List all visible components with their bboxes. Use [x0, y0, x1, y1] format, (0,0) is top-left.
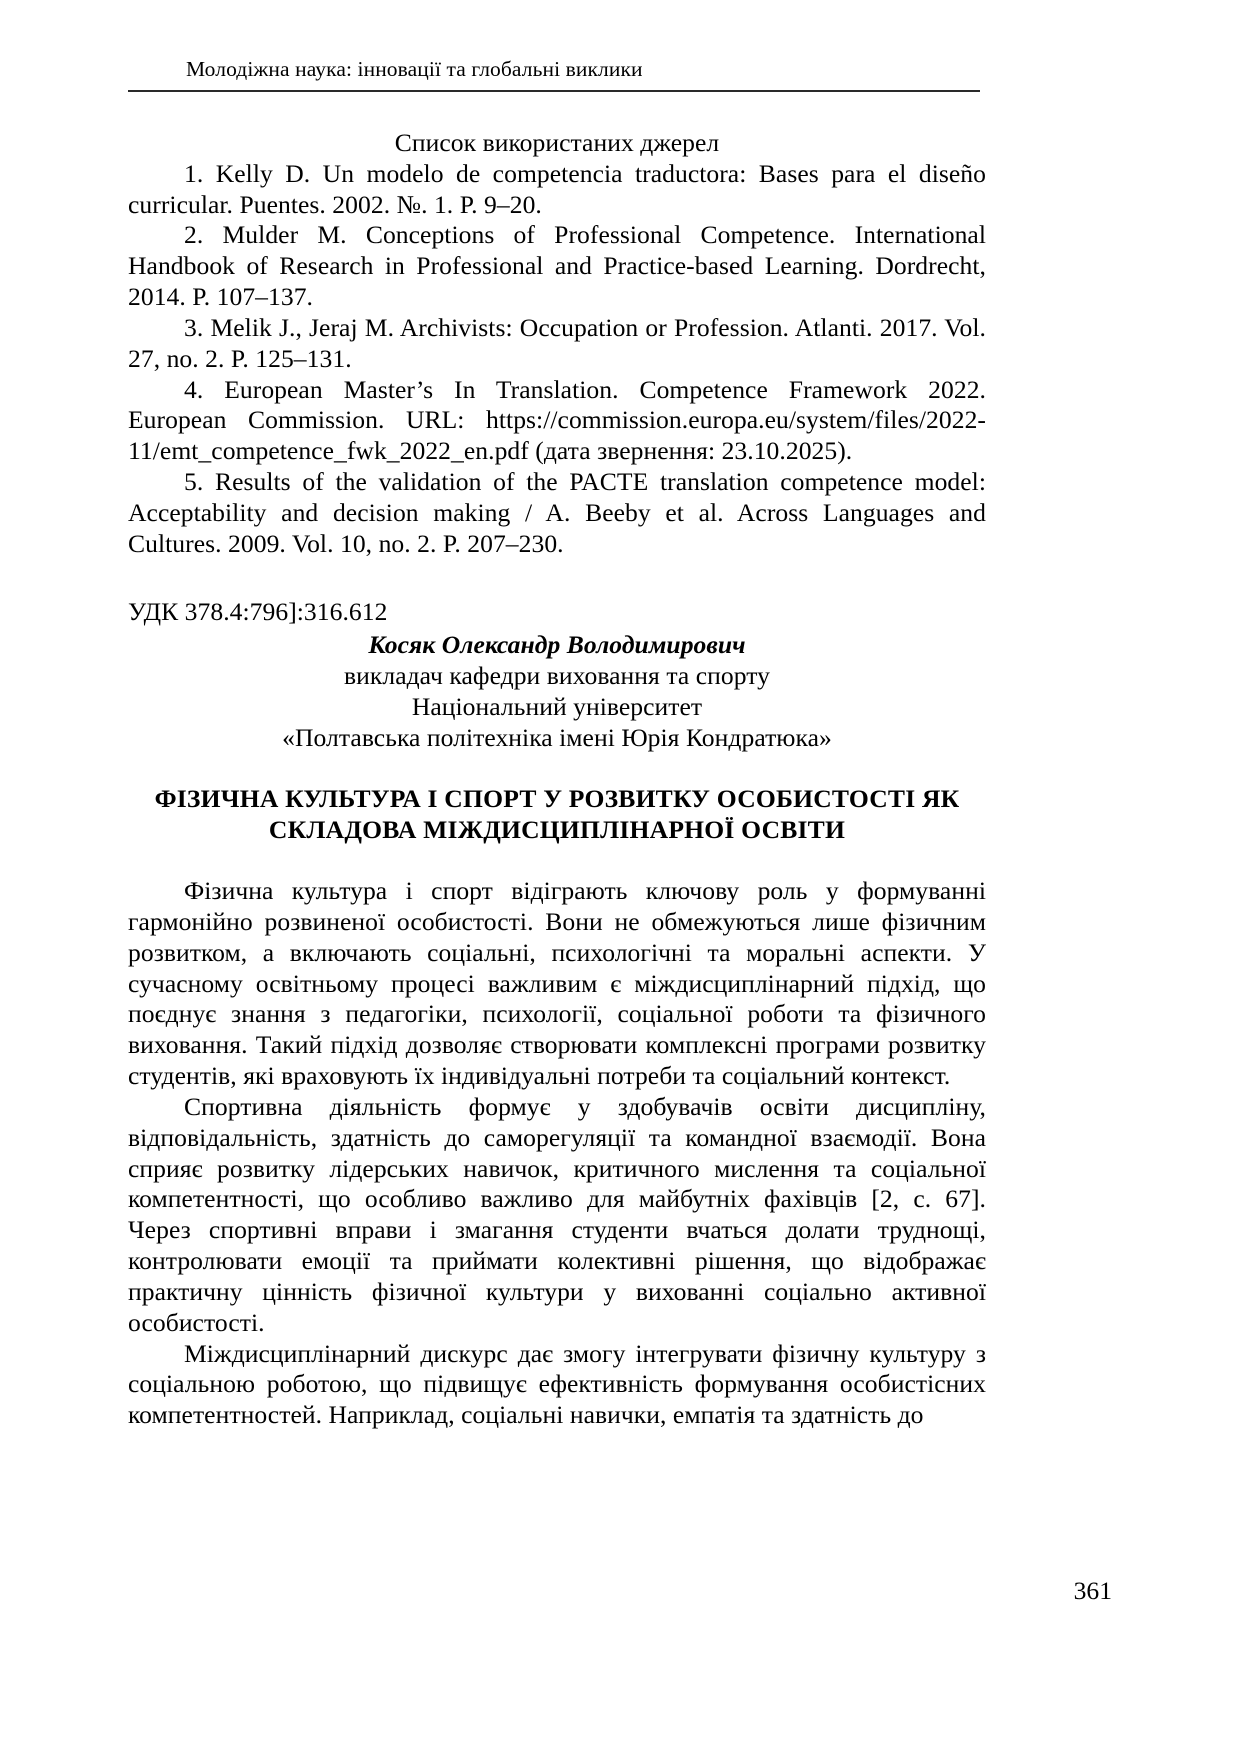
page-number: 361	[1073, 1576, 1112, 1605]
references-heading: Список використаних джерел	[394, 128, 720, 157]
body-spacer	[128, 845, 986, 876]
page-header	[128, 56, 980, 92]
text-column	[128, 128, 986, 1431]
body-paragraph-1: Фізична культура і спорт відіграють ключову роль у формуванні гармонійно розвиненої особистості. Вони не обмежуються лише фізичним розвитком, а включають соціальні, психологічні та моральні аспекти. У сучасному освітньому процесі важливим є міждисциплінарний підхід, що поєднує знання з педагогіки, психології, соціальної роботи та фізичного виховання. Такий підхід дозволяє створювати комплексні програми розвитку студентів, які враховують їх індивідуальні потреби та соціальний контекст.	[128, 876, 986, 1091]
body-paragraph-2: Спортивна діяльність формує у здобувачів освіти дисципліну, відповідальність, здатність до саморегуляції та командної взаємодії. Вона сприяє розвитку лідерських навичок, критичного мислення та соціальної компетентності, що особливо важливо для майбутніх фахівців [2, с. 67]. Через спортивні вправи і змагання студенти вчаться долати труднощі, контролювати емоції та приймати колективні рішення, що відображає практичну цінність фізичної культури у вихованні соціально активної особистості.	[128, 1091, 986, 1337]
reference-item-1: 1. Kelly D. Un modelo de competencia traductora: Bases para el diseño curricular. Puentes. 2002. №. 1. P. 9–20.	[128, 158, 986, 219]
institution: Національний університет	[411, 692, 703, 722]
header-divider	[128, 90, 980, 92]
running-head: Молодіжна наука: інновації та глобальні виклики	[186, 57, 643, 81]
author-position: викладач кафедри виховання та спорту	[344, 661, 770, 691]
author-name: Косяк Олександр Володимирович	[368, 630, 746, 660]
reference-item-5: 5. Results of the validation of the PACTE translation competence model: Acceptability and decision making / A. Beeby et al. Across Languages and Cultures. 2009. Vol. 10, no. 2. P. 207–230.	[128, 467, 986, 558]
section-spacer	[128, 560, 986, 597]
reference-item-2: 2. Mulder M. Conceptions of Professional Competence. International Handbook of Research in Professional and Practice-based Learning. Dordrecht, 2014. P. 107–137.	[128, 220, 986, 312]
body-paragraph-3: Міждисциплінарний дискурс дає змогу інтегрувати фізичну культуру з соціальною роботою, що підвищує ефективність формування особистісних компетентностей. Наприклад, соціальні навички, емпатія та здатність до	[128, 1338, 986, 1430]
reference-item-4: 4. European Master’s In Translation. Competence Framework 2022. European Commission. URL: https://commission.europa.eu/system/files/2022-11/emt_competence_fwk_2022_en.pdf (дата звернення: 23.10.2025).	[128, 374, 986, 466]
reference-item-3: 3. Melik J., Jeraj M. Archivists: Occupation or Profession. Atlanti. 2017. Vol. 27, no. 2. P. 125–131.	[128, 312, 986, 373]
institution-name: «Полтавська політехніка імені Юрія Кондратюка»	[282, 722, 832, 752]
udk-code: УДК 378.4:796]:316.612	[128, 596, 388, 626]
title-spacer	[128, 754, 986, 783]
article-title: ФІЗИЧНА КУЛЬТУРА І СПОРТ У РОЗВИТКУ ОСОБИСТОСТІ ЯК СКЛАДОВА МІЖДИСЦИПЛІНАРНОЇ ОСВІТИ	[154, 783, 960, 844]
